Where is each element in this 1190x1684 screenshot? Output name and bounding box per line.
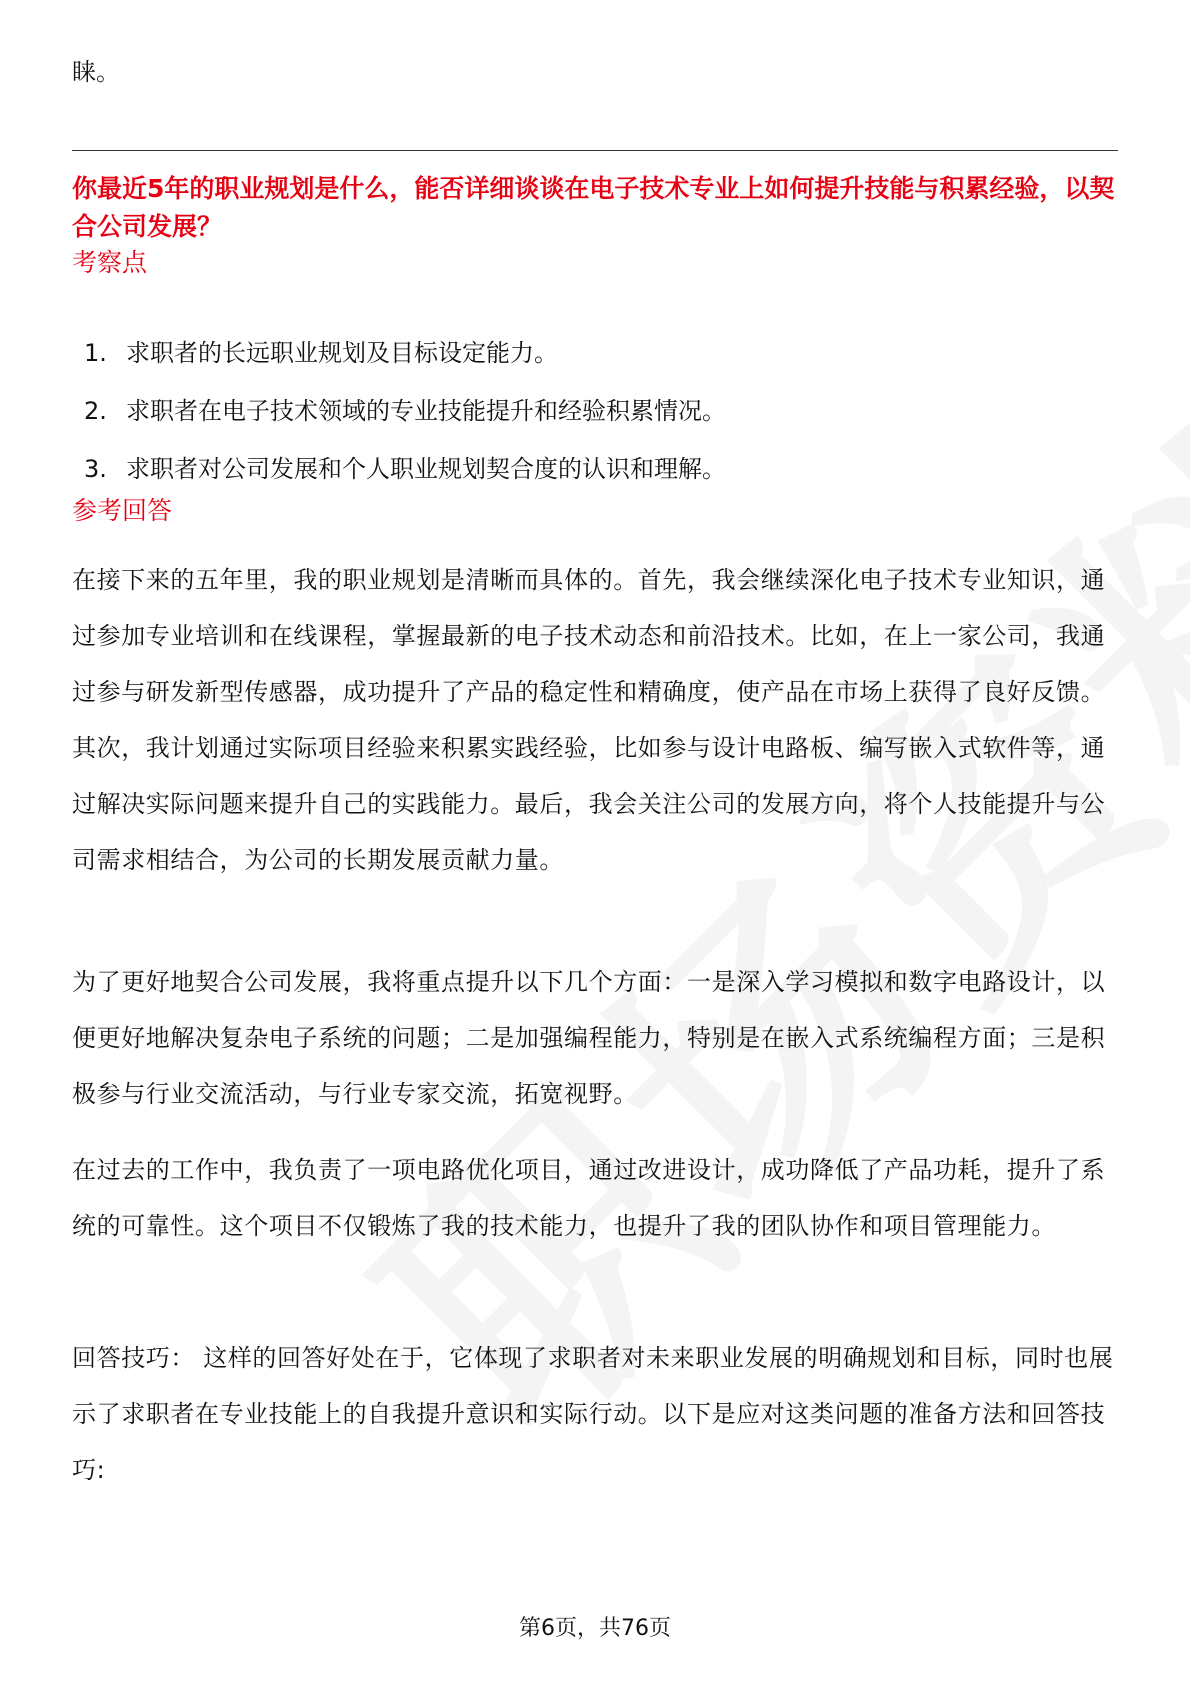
list-item (84, 335, 1114, 371)
list-item (84, 451, 1114, 487)
points-heading: 考察点 (72, 248, 148, 277)
answer-heading: 参考回答 (72, 496, 173, 525)
list-item-number: 1. (84, 339, 107, 367)
answer-paragraph: 为了更好地契合公司发展，我将重点提升以下几个方面：一是深入学习模拟和数字电路设计，以便更好地解决复杂电子系统的问题；二是加强编程能力，特别是在嵌入式系统编程方面；三是积极参与行业交流活动，与行业专家交流，拓宽视野。 (72, 968, 1106, 1108)
list-item-number: 3. (84, 455, 107, 483)
assessment-points-list (84, 335, 1114, 509)
list-item-text: 求职者的长远职业规划及目标设定能力。 (126, 339, 558, 367)
page-number-footer: 第6页，共76页 (519, 1616, 671, 1641)
list-item-text: 求职者在电子技术领域的专业技能提升和经验积累情况。 (126, 397, 726, 425)
previous-page-tail-text: 睐。 (72, 58, 120, 86)
answer-tips-paragraph: 回答技巧： 这样的回答好处在于，它体现了求职者对未来职业发展的明确规划和目标，同时也展示了求职者在专业技能上的自我提升意识和实际行动。以下是应对这类问题的准备方法和回答技巧: (72, 1344, 1114, 1484)
section-divider (72, 150, 1118, 151)
list-item (84, 393, 1114, 429)
question-heading: 你最近5年的职业规划是什么，能否详细谈谈在电子技术专业上如何提升技能与积累经验，以契合公司发展？ (72, 174, 1115, 241)
answer-paragraph: 在接下来的五年里，我的职业规划是清晰而具体的。首先，我会继续深化电子技术专业知识，通过参加专业培训和在线课程，掌握最新的电子技术动态和前沿技术。比如，在上一家公司，我通过参与研发新型传感器，成功提升了产品的稳定性和精确度，使产品在市场上获得了良好反馈。其次，我计划通过实际项目经验来积累实践经验，比如参与设计电路板、编写嵌入式软件等，通过解决实际问题来提升自己的实践能力。最后，我会关注公司的发展方向，将个人技能提升与公司需求相结合，为公司的长期发展贡献力量。 (72, 566, 1106, 874)
list-item-text: 求职者对公司发展和个人职业规划契合度的认识和理解。 (126, 455, 726, 483)
list-item-number: 2. (84, 397, 107, 425)
answer-paragraph: 在过去的工作中，我负责了一项电路优化项目，通过改进设计，成功降低了产品功耗，提升了系统的可靠性。这个项目不仅锻炼了我的技术能力，也提升了我的团队协作和项目管理能力。 (72, 1156, 1106, 1240)
